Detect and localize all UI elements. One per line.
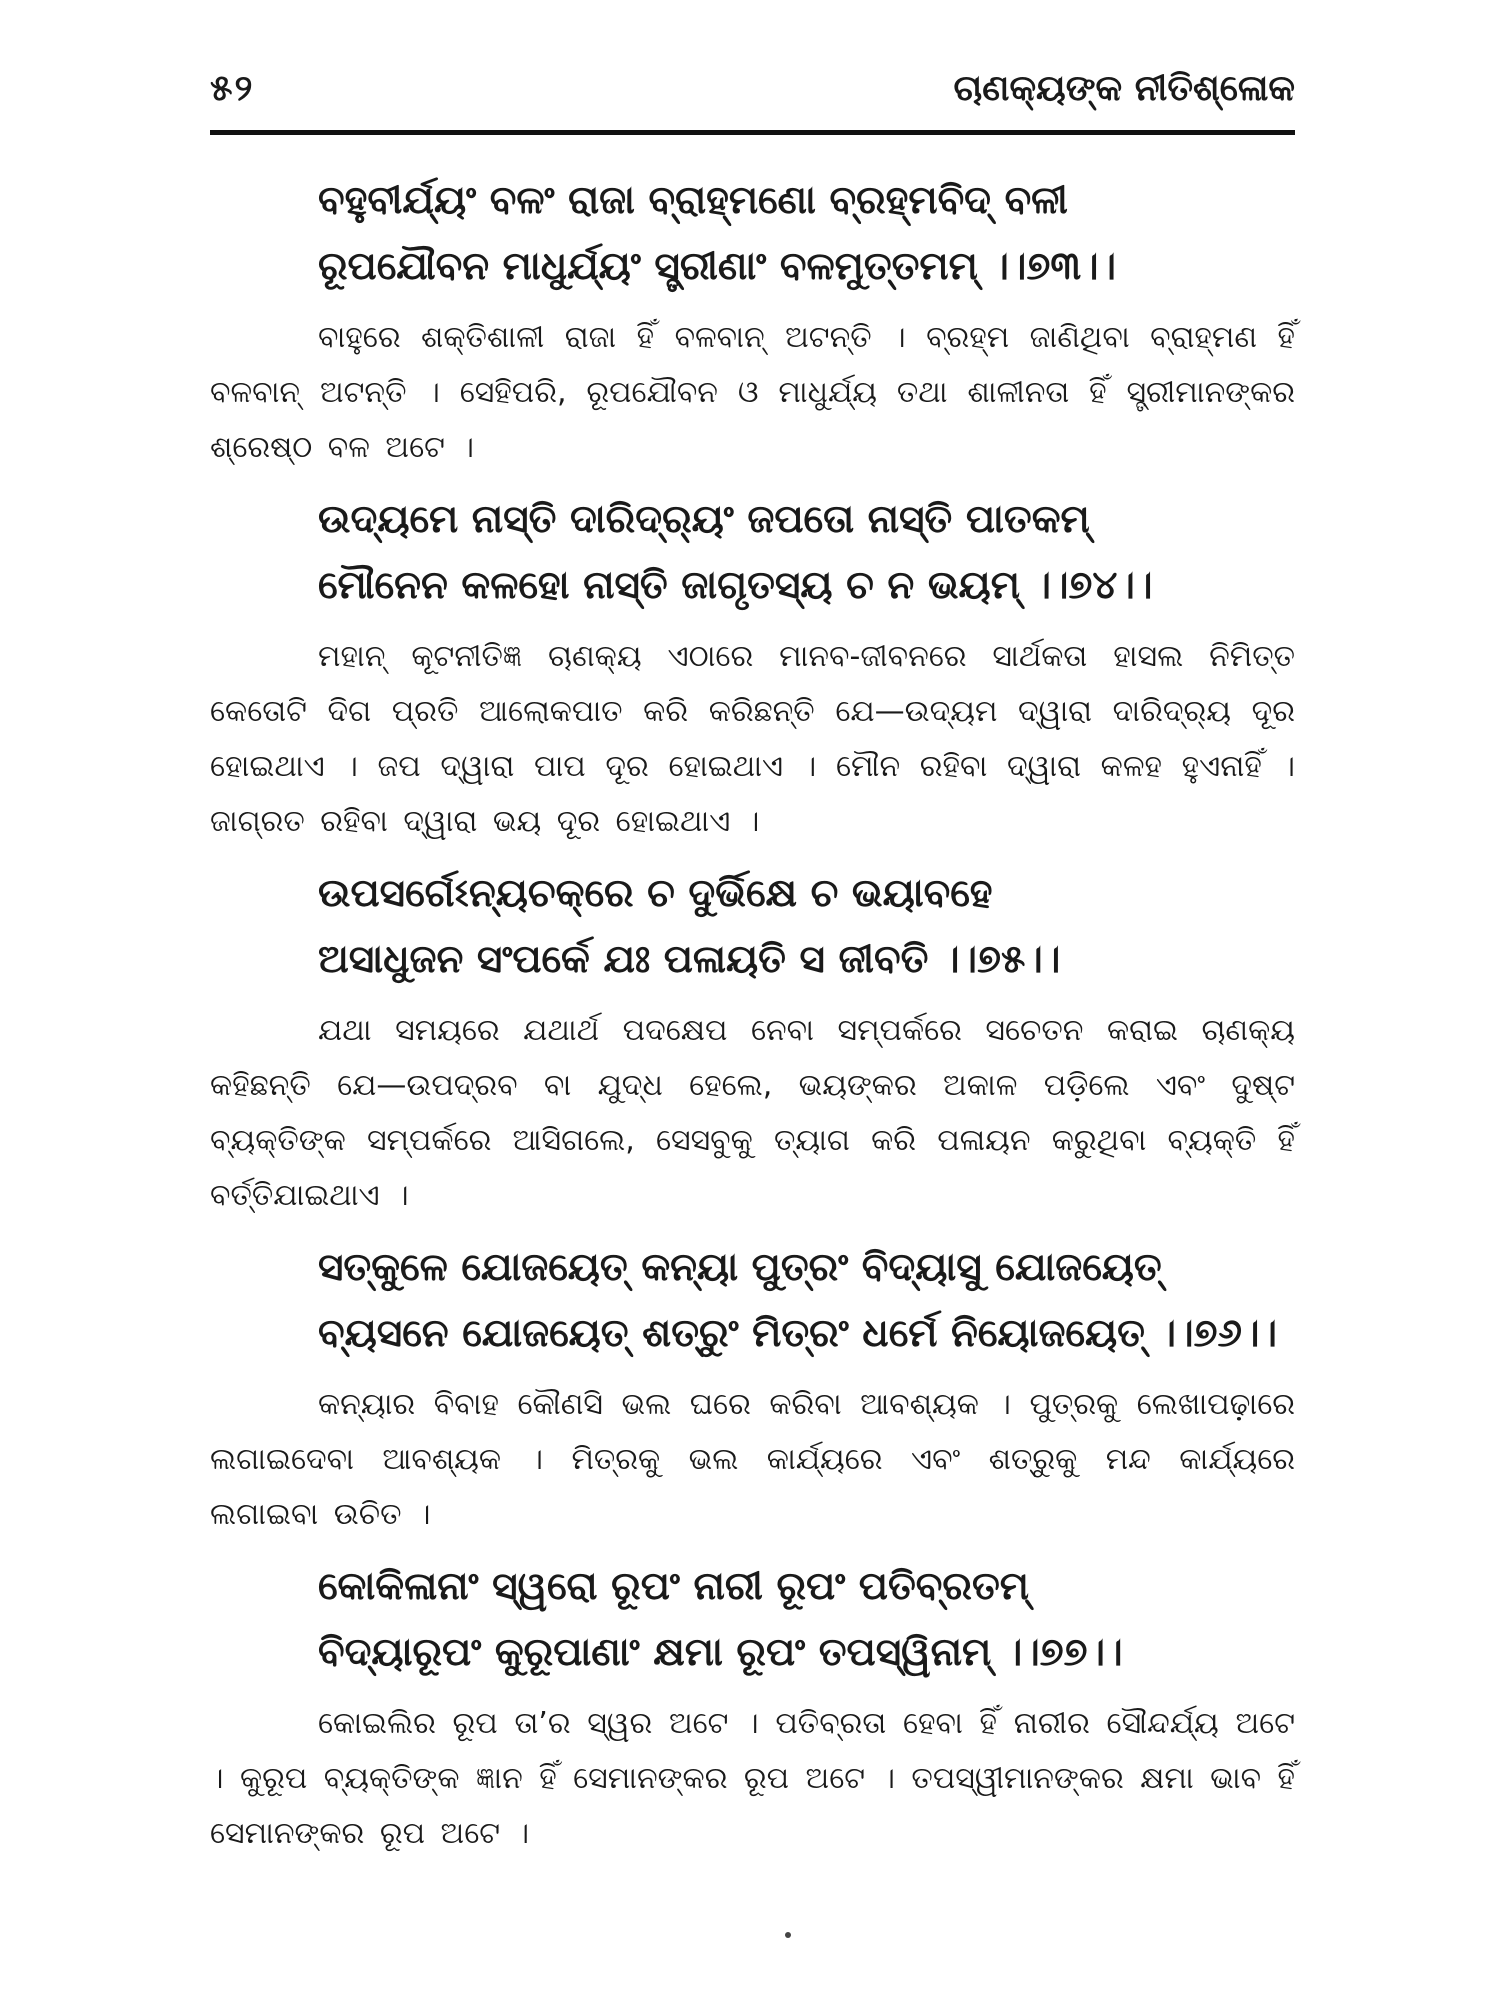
verse-line: ଅସାଧୁଜନ ସଂପର୍କେ ଯଃ ପଳାୟତି ସ ଜୀବତି ।।୭୫।। <box>318 937 1061 982</box>
verse-line: ରୂପଯୌବନ ମାଧୁର୍ଯ୍ୟଂ ସ୍ତ୍ରୀଣାଂ ବଳମୁତ୍ତମମ୍ ।।୭୩।। <box>318 244 1117 289</box>
verse-line: ମୌନେନ କଳହୋ ନାସ୍ତି ଜାଗୃତସ୍ୟ ଚ ନ ଭୟମ୍ ।।୭୪।। <box>318 563 1153 608</box>
section-77 <box>210 1554 1295 1861</box>
section-76 <box>210 1235 1295 1542</box>
verse-line: ବହୁବୀର୍ଯ୍ୟଂ ବଳଂ ରାଜା ବ୍ରାହ୍ମଣୋ ବ୍ରହ୍ମବିଦ୍ ବଳୀ <box>318 178 1068 223</box>
verse-block <box>318 168 1295 300</box>
commentary-paragraph: ଯଥା ସମୟରେ ଯଥାର୍ଥ ପଦକ୍ଷେପ ନେବା ସମ୍ପର୍କରେ ସଚେତନ କରାଇ ଚାଣକ୍ୟ କହିଛନ୍ତି ଯେ—ଉପଦ୍ରବ ବା ଯୁଦ୍ଧ ହେଲେ, ଭୟଙ୍କର ଅକାଳ ପଡ଼ିଲେ ଏବଂ ଦୁଷ୍ଟ ବ୍ୟକ୍ତିଙ୍କ ସମ୍ପର୍କରେ ଆସିଗଲେ, ସେସବୁକୁ ତ୍ୟାଗ କରି ପଳାୟନ କରୁଥିବା ବ୍ୟକ୍ତି ହିଁ ବର୍ତ୍ତିଯାଇଥାଏ । <box>210 1013 1295 1213</box>
verse-block <box>318 861 1295 993</box>
commentary-paragraph: କୋଇଲିର ରୂପ ତା’ର ସ୍ୱର ଅଟେ । ପତିବ୍ରତା ହେବା ହିଁ ନାରୀର ସୌନ୍ଦର୍ଯ୍ୟ ଅଟେ । କୁରୂପ ବ୍ୟକ୍ତିଙ୍କ ଜ୍ଞାନ ହିଁ ସେମାନଙ୍କର ରୂପ ଅଟେ । ତପସ୍ୱୀମାନଙ୍କର କ୍ଷମା ଭାବ ହିଁ ସେମାନଙ୍କର ରୂପ ଅଟେ । <box>210 1706 1295 1851</box>
verse-line: କୋକିଳାନାଂ ସ୍ୱରୋ ରୂପଂ ନାରୀ ରୂପଂ ପତିବ୍ରତମ୍ <box>318 1564 1029 1609</box>
commentary-paragraph: ବାହୁରେ ଶକ୍ତିଶାଳୀ ରାଜା ହିଁ ବଳବାନ୍ ଅଟନ୍ତି । ବ୍ରହ୍ମ ଜାଣିଥିବା ବ୍ରାହ୍ମଣ ହିଁ ବଳବାନ୍ ଅଟନ୍ତି । ସେହିପରି, ରୂପଯୌବନ ଓ ମାଧୁର୍ଯ୍ୟ ତଥା ଶାଳୀନତା ହିଁ ସ୍ତ୍ରୀମାନଙ୍କର ଶ୍ରେଷ୍ଠ ବଳ ଅଟେ । <box>210 320 1295 465</box>
verse-line: ସତ୍କୁଳେ ଯୋଜୟେତ୍ କନ୍ୟା ପୁତ୍ରଂ ବିଦ୍ୟାସୁ ଯୋଜୟେତ୍ <box>318 1245 1162 1290</box>
header-rule <box>210 130 1295 135</box>
verse-block <box>318 487 1295 619</box>
page-header <box>210 68 1295 128</box>
commentary-paragraph: କନ୍ୟାର ବିବାହ କୌଣସି ଭଲ ଘରେ କରିବା ଆବଶ୍ୟକ । ପୁତ୍ରକୁ ଲେଖାପଢ଼ାରେ ଲଗାଇଦେବା ଆବଶ୍ୟକ । ମିତ୍ରକୁ ଭଲ କାର୍ଯ୍ୟରେ ଏବଂ ଶତ୍ରୁକୁ ମନ୍ଦ କାର୍ଯ୍ୟରେ ଲଗାଇବା ଉଚିତ । <box>210 1387 1295 1532</box>
verse-block <box>318 1554 1295 1686</box>
page-number: ୫୨ <box>210 68 255 109</box>
verse-line: ଉପସର୍ଗେଽନ୍ୟଚକ୍ରେ ଚ ଦୁର୍ଭିକ୍ଷେ ଚ ଭୟାବହେ <box>318 871 993 916</box>
verse-line: ବିଦ୍ୟାରୂପଂ କୁରୂପାଣାଂ କ୍ଷମା ରୂପଂ ତପସ୍ୱିନାମ୍ ।।୭୭।। <box>318 1630 1123 1675</box>
section-75 <box>210 861 1295 1223</box>
section-73 <box>210 168 1295 475</box>
print-speck <box>785 1932 791 1938</box>
section-74 <box>210 487 1295 849</box>
running-title: ଚାଣକ୍ୟଙ୍କ ନୀତିଶ୍ଳୋକ <box>953 68 1295 109</box>
commentary-paragraph: ମହାନ୍ କୂଟନୀତିଜ୍ଞ ଚାଣକ୍ୟ ଏଠାରେ ମାନବ-ଜୀବନରେ ସାର୍ଥକତା ହାସଲ ନିମିତ୍ତ କେତୋଟି ଦିଗ ପ୍ରତି ଆଲୋକପାତ କରି କରିଛନ୍ତି ଯେ—ଉଦ୍ୟମ ଦ୍ୱାରା ଦାରିଦ୍ର୍ୟ ଦୂର ହୋଇଥାଏ । ଜପ ଦ୍ୱାରା ପାପ ଦୂର ହୋଇଥାଏ । ମୌନ ରହିବା ଦ୍ୱାରା କଳହ ହୁଏନାହିଁ । ଜାଗ୍ରତ ରହିବା ଦ୍ୱାରା ଭୟ ଦୂର ହୋଇଥାଏ । <box>210 639 1295 839</box>
verse-line: ଉଦ୍ୟମେ ନାସ୍ତି ଦାରିଦ୍ର୍ୟଂ ଜପତୋ ନାସ୍ତି ପାତକମ୍ <box>318 497 1090 542</box>
verse-block <box>318 1235 1295 1367</box>
verse-line: ବ୍ୟସନେ ଯୋଜୟେତ୍ ଶତ୍ରୁଂ ମିତ୍ରଂ ଧର୍ମେ ନିୟୋଜୟେତ୍ ।।୭୬।। <box>318 1311 1278 1356</box>
page-content <box>210 168 1295 1873</box>
